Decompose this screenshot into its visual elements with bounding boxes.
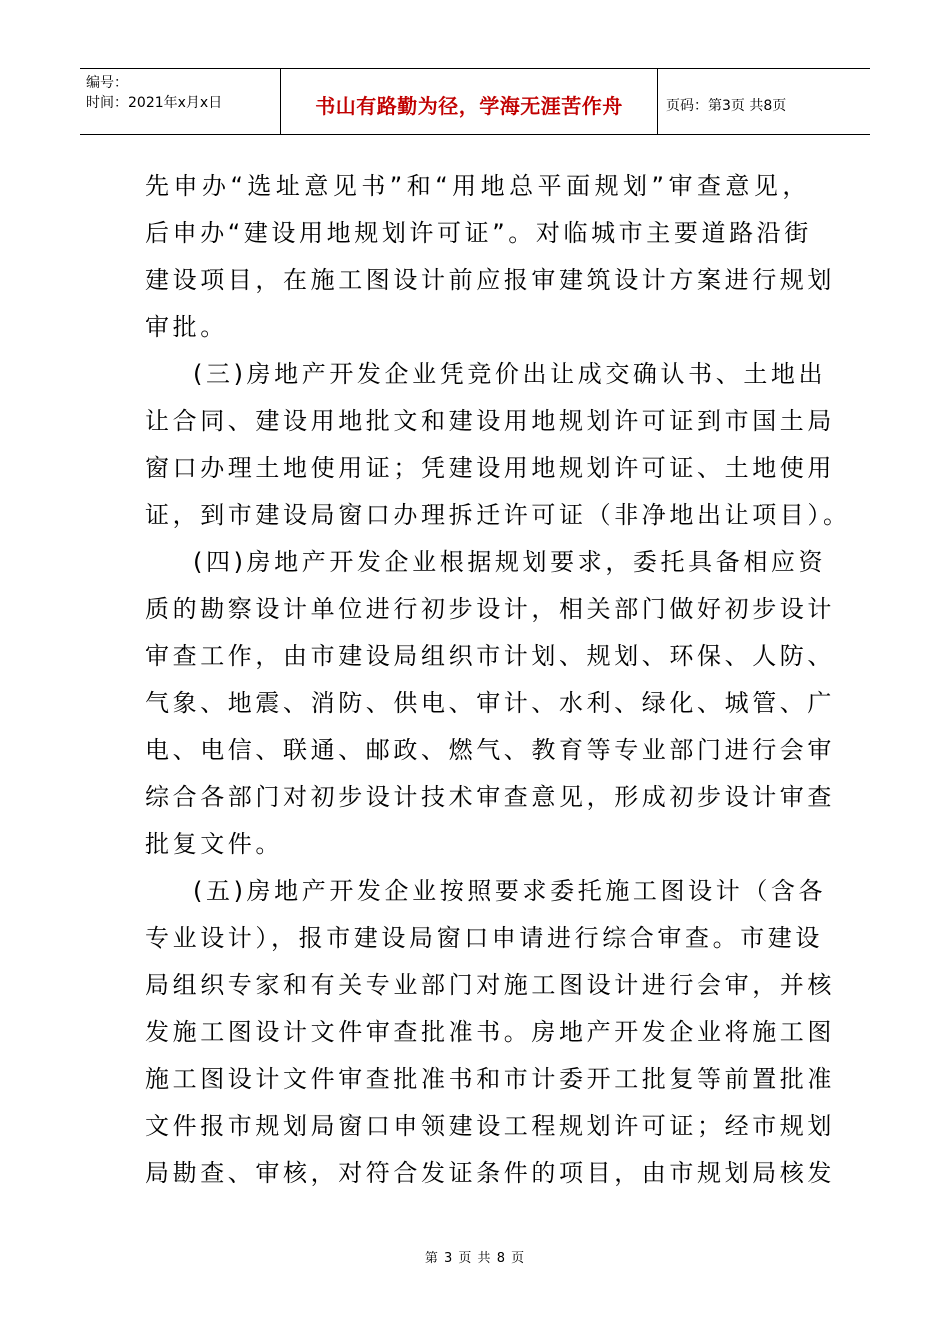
- page-footer: 第 3 页 共 8 页: [424, 1251, 526, 1266]
- header-page-label: 页码：第3页 共8页: [666, 97, 787, 114]
- body-line: (三)房地产开发企业凭竞价出让成交确认书、土地出: [193, 360, 827, 388]
- body-line: 证，到市建设局窗口办理拆迁许可证（非净地出让项目）。: [145, 501, 851, 529]
- body-line: 专业设计），报市建设局窗口申请进行综合审查。市建设: [145, 924, 823, 952]
- body-line: 后申办“建设用地规划许可证”。对临城市主要道路沿街: [145, 219, 812, 247]
- body-line: 建设项目，在施工图设计前应报审建筑设计方案进行规划: [145, 266, 835, 294]
- body-line: (五)房地产开发企业按照要求委托施工图设计（含各: [193, 877, 827, 905]
- body-line: 文件报市规划局窗口申领建设工程规划许可证；经市规划: [145, 1112, 835, 1140]
- body-line: 局组织专家和有关专业部门对施工图设计进行会审，并核: [145, 971, 835, 999]
- body-line: 综合各部门对初步设计技术审查意见，形成初步设计审查: [145, 783, 835, 811]
- body-line: 电、电信、联通、邮政、燃气、教育等专业部门进行会审: [145, 736, 835, 764]
- body-line: 审批。: [145, 313, 228, 341]
- document-body: [145, 163, 851, 1197]
- body-line: 窗口办理土地使用证；凭建设用地规划许可证、土地使用: [145, 454, 835, 482]
- body-line: 让合同、建设用地批文和建设用地规划许可证到市国土局: [145, 407, 835, 435]
- header-meta: [80, 69, 281, 134]
- body-line: 先申办“选址意见书”和“用地总平面规划”审查意见，: [145, 172, 810, 200]
- document-header: [80, 68, 870, 135]
- header-number-label: 编号：: [86, 75, 128, 91]
- body-line: 审查工作，由市建设局组织市计划、规划、环保、人防、: [145, 642, 835, 670]
- body-line: 批复文件。: [145, 830, 283, 858]
- body-line: 气象、地震、消防、供电、审计、水利、绿化、城管、广: [145, 689, 835, 717]
- body-line: 局勘查、审核，对符合发证条件的项目，由市规划局核发: [145, 1159, 835, 1187]
- body-line: 发施工图设计文件审查批准书。房地产开发企业将施工图: [145, 1018, 835, 1046]
- body-line: (四)房地产开发企业根据规划要求，委托具备相应资: [193, 548, 827, 576]
- header-time-label: 时间：2021年x月x日: [86, 95, 223, 111]
- header-motto-cell: [281, 69, 658, 134]
- header-page-cell: [658, 69, 870, 134]
- header-motto: 书山有路勤为径，学海无涯苦作舟: [315, 94, 623, 118]
- body-line: 质的勘察设计单位进行初步设计，相关部门做好初步设计: [145, 595, 835, 623]
- body-line: 施工图设计文件审查批准书和市计委开工批复等前置批准: [145, 1065, 835, 1093]
